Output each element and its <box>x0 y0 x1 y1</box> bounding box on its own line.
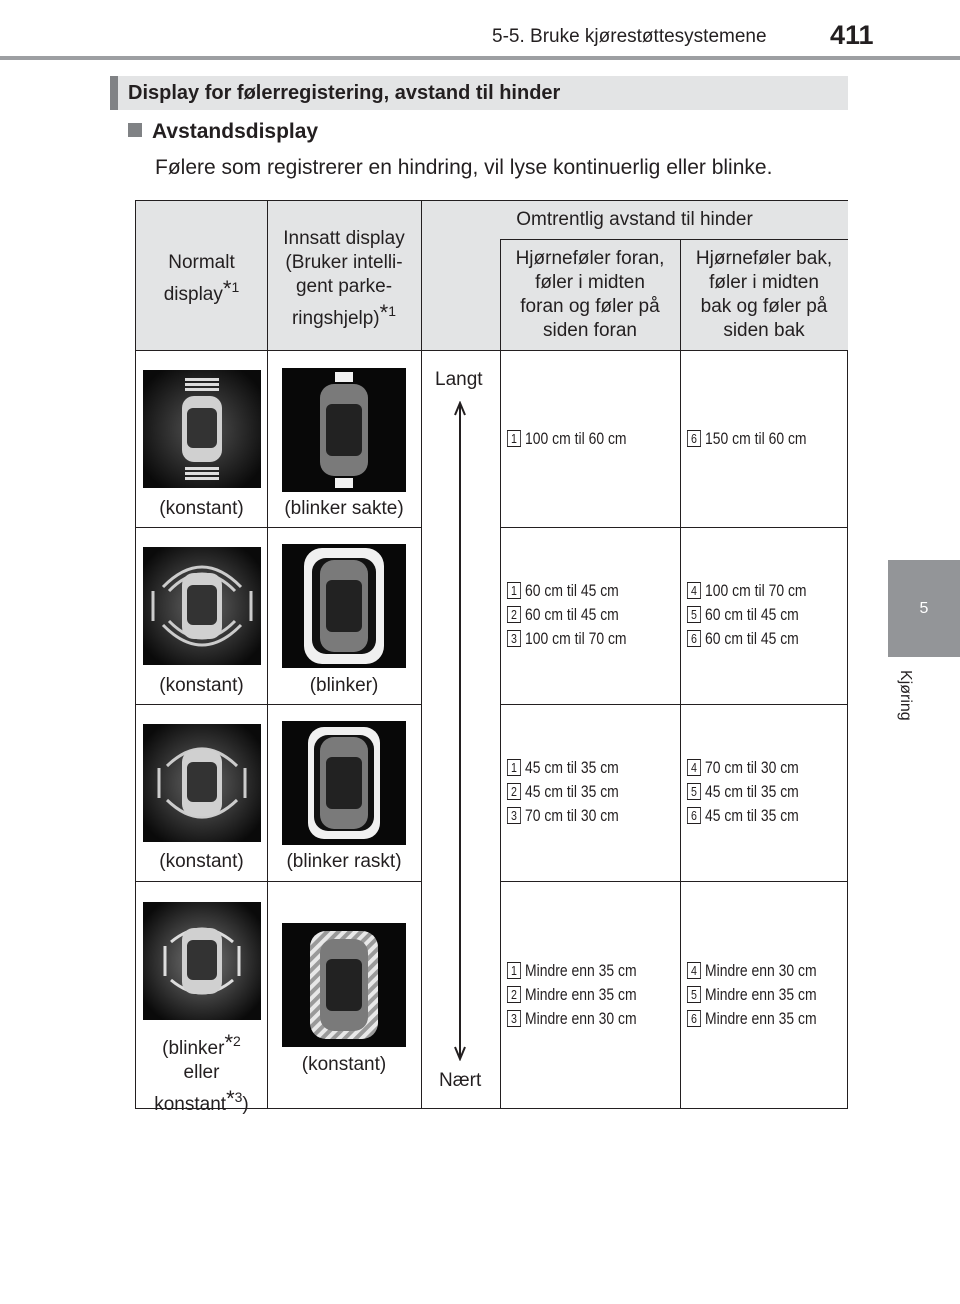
rear-distance: 6 60 cm til 45 cm <box>687 627 799 651</box>
car-top-view-with-sensor-arcs-icon <box>143 724 261 842</box>
normal-caption: (konstant) <box>159 675 244 696</box>
front-distance: 2 45 cm til 35 cm <box>507 780 619 804</box>
header-rear-sensors: Hjørneføler bak, føler i midten bak og føler på siden bak <box>695 248 833 341</box>
car-top-view-with-sensor-arcs-icon <box>143 370 261 488</box>
car-top-view-inset-icon <box>282 544 406 668</box>
chapter-tab <box>888 560 960 657</box>
rear-distance: 5 60 cm til 45 cm <box>687 603 799 627</box>
front-distance: 3 100 cm til 70 cm <box>507 627 627 651</box>
car-top-view-with-sensor-arcs-icon <box>143 547 261 665</box>
inset-caption: (blinker) <box>309 675 379 696</box>
header-rule <box>0 56 960 60</box>
grid-line <box>136 350 848 351</box>
rear-distance: 4 70 cm til 30 cm <box>687 756 799 780</box>
inset-caption: (konstant) <box>301 1054 387 1075</box>
front-distance: 1 100 cm til 60 cm <box>507 427 627 451</box>
near-label: Nært <box>439 1070 482 1091</box>
front-distance: 2 Mindre enn 35 cm <box>507 983 637 1007</box>
normal-caption: (konstant) <box>159 498 244 519</box>
normal-caption: (konstant) <box>159 851 244 872</box>
front-distance: 1 60 cm til 45 cm <box>507 579 619 603</box>
grid-line <box>680 239 681 1109</box>
grid-line <box>500 239 501 1109</box>
square-bullet-icon <box>128 123 142 137</box>
car-top-view-inset-icon <box>282 923 406 1047</box>
front-distance: 2 60 cm til 45 cm <box>507 603 619 627</box>
front-distance: 3 Mindre enn 30 cm <box>507 1007 637 1031</box>
grid-line <box>421 201 422 1109</box>
grid-line <box>136 881 421 882</box>
body-text: Følere som registrerer en hindring, vil lyse kontinuerlig eller blinke. <box>155 156 773 179</box>
car-top-view-inset-icon <box>282 721 406 845</box>
normal-display-image <box>143 370 261 488</box>
grid-line <box>500 704 848 705</box>
inset-display-image <box>282 721 406 845</box>
inset-display-image <box>282 368 406 492</box>
distance-table <box>135 200 848 1115</box>
double-arrow-vertical-icon <box>452 401 468 1061</box>
front-distance: 1 45 cm til 35 cm <box>507 756 619 780</box>
normal-display-image <box>143 724 261 842</box>
inset-display-image <box>282 923 406 1047</box>
header-inset-display: Innsatt display (Bruker intelli- gent parke- ringshjelp)*$^1$ <box>283 228 405 329</box>
grid-line <box>500 527 848 528</box>
grid-line <box>267 201 268 1109</box>
subheading: Avstandsdisplay <box>128 120 318 144</box>
header-approx-distance: Omtrentlig avstand til hinder <box>516 209 753 230</box>
car-top-view-inset-icon <box>282 368 406 492</box>
section-title: Display for følerregistering, avstand til hinder <box>128 82 561 104</box>
rear-distance: 5 45 cm til 35 cm <box>687 780 799 804</box>
front-distance: 3 70 cm til 30 cm <box>507 804 619 828</box>
rear-distance: 4 100 cm til 70 cm <box>687 579 807 603</box>
section-heading-bar <box>110 76 848 110</box>
grid-line <box>136 527 421 528</box>
normal-display-image <box>143 547 261 665</box>
grid-line <box>500 239 848 240</box>
page-number: 411 <box>830 20 874 50</box>
inset-caption: (blinker sakte) <box>284 498 404 519</box>
chapter-label: Kjøring <box>897 670 914 721</box>
far-label: Langt <box>435 369 483 390</box>
inset-caption: (blinker raskt) <box>286 851 402 872</box>
inset-display-image <box>282 544 406 668</box>
chapter-number: 5 <box>919 600 929 617</box>
rear-distance: 4 Mindre enn 30 cm <box>687 959 817 983</box>
rear-distance: 6 45 cm til 35 cm <box>687 804 799 828</box>
header-section-title: 5-5. Bruke kjørestøttesystemene <box>492 26 767 47</box>
normal-caption: (blinker*$^2$ eller konstant*$^3$) <box>154 1030 249 1115</box>
page-header <box>0 0 960 60</box>
normal-display-image <box>143 902 261 1020</box>
grid-line <box>136 704 421 705</box>
car-top-view-with-sensor-arcs-icon <box>143 902 261 1020</box>
grid-line <box>500 881 848 882</box>
front-distance: 1 Mindre enn 35 cm <box>507 959 637 983</box>
rear-distance: 6 150 cm til 60 cm <box>687 427 807 451</box>
rear-distance: 5 Mindre enn 35 cm <box>687 983 817 1007</box>
header-front-sensors: Hjørneføler foran, føler i midten foran og føler på siden foran <box>515 248 665 341</box>
rear-distance: 6 Mindre enn 35 cm <box>687 1007 817 1031</box>
header-normal-display: Normalt display*$^1$ <box>163 252 240 305</box>
